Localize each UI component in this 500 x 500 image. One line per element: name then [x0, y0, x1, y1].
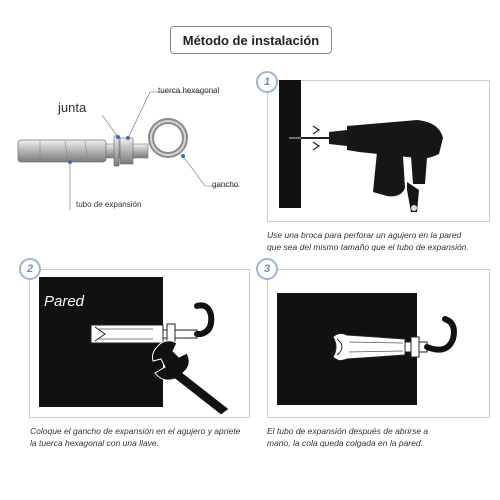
- step-3-illustration: [267, 269, 488, 416]
- hook-label: gancho: [212, 180, 239, 189]
- wall: [279, 80, 301, 208]
- step-1-caption-line2: que sea del mismo tamaño que el tubo de expansión.: [267, 242, 469, 252]
- drill-chuck: [329, 130, 347, 146]
- step-1-badge: [256, 71, 278, 93]
- hook: [197, 305, 211, 334]
- step-1-illustration: [267, 80, 488, 220]
- hex-nut: [411, 337, 419, 357]
- expansion-tube-label: tubo de expansión: [76, 200, 142, 209]
- hook: [427, 319, 454, 350]
- step-2-caption-line1: Coloque el gancho de expansión en el agujero y apriete: [30, 426, 241, 436]
- step-1-caption-line1: Use una broca para perforar un agujero en la pared: [267, 230, 462, 240]
- step-3-caption-line2: mano, la cola queda colgada en la pared.: [267, 438, 423, 448]
- step-2-badge: [19, 258, 41, 280]
- step-2-illustration: [29, 269, 248, 416]
- hex-nut-label: tuerca hexagonal: [158, 86, 220, 95]
- title-box: [170, 26, 332, 54]
- joint-label: junta: [58, 100, 87, 115]
- washer: [114, 136, 119, 166]
- drill-body: [347, 120, 443, 159]
- expansion-sleeve: [18, 140, 106, 162]
- step-3-badge: [256, 258, 278, 280]
- drill-handle: [373, 152, 405, 196]
- wrench: [153, 341, 230, 415]
- step-1-number: 1: [263, 76, 271, 88]
- wall-label: Pared: [44, 293, 85, 310]
- hex-nut: [120, 138, 133, 164]
- step-1-caption: [267, 229, 469, 253]
- expansion-sleeve: [91, 325, 163, 343]
- step-3-number: 3: [263, 263, 271, 275]
- page-title: Método de instalación: [182, 32, 320, 48]
- step-3-caption-line1: El tubo de expansión después de abrirse a: [267, 426, 429, 436]
- eye-bolt-illustration: [10, 80, 240, 220]
- step-2-caption: [30, 425, 240, 449]
- step-2-number: 2: [26, 263, 34, 275]
- step-2-caption-line2: la tuerca hexagonal con una llave.: [30, 438, 160, 448]
- step-3-caption: [267, 425, 428, 449]
